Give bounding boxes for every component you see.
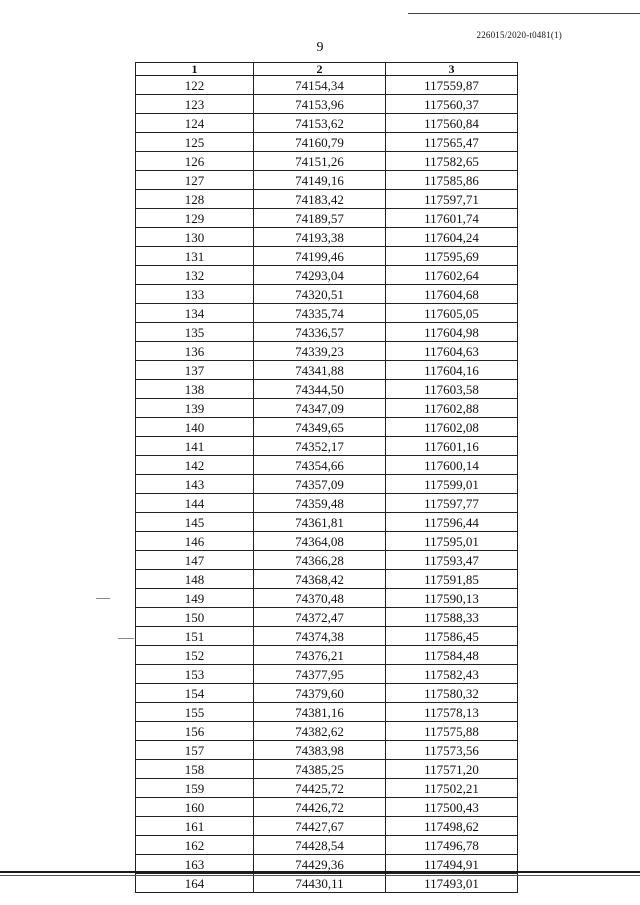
point-number-cell: 157: [136, 741, 254, 760]
x-coordinate-cell: 74374,38: [254, 627, 386, 646]
y-coordinate-cell: 117602,08: [386, 418, 518, 437]
point-number-cell: 160: [136, 798, 254, 817]
point-number-cell: 143: [136, 475, 254, 494]
y-coordinate-cell: 117595,01: [386, 532, 518, 551]
bottom-rule: [0, 875, 640, 876]
point-number-cell: 137: [136, 361, 254, 380]
point-number-cell: 152: [136, 646, 254, 665]
point-number-cell: 122: [136, 76, 254, 95]
y-coordinate-cell: 117585,86: [386, 171, 518, 190]
x-coordinate-cell: 74336,57: [254, 323, 386, 342]
x-coordinate-cell: 74193,38: [254, 228, 386, 247]
margin-mark: [96, 598, 110, 599]
margin-mark: [118, 638, 134, 639]
top-rule: [408, 13, 640, 14]
x-coordinate-cell: 74364,08: [254, 532, 386, 551]
y-coordinate-cell: 117601,74: [386, 209, 518, 228]
point-number-cell: 124: [136, 114, 254, 133]
x-coordinate-cell: 74429,36: [254, 855, 386, 874]
point-number-cell: 158: [136, 760, 254, 779]
table-row: [136, 874, 518, 893]
table-row: [136, 361, 518, 380]
x-coordinate-cell: 74381,16: [254, 703, 386, 722]
x-coordinate-cell: 74383,98: [254, 741, 386, 760]
point-number-cell: 147: [136, 551, 254, 570]
table-row: [136, 665, 518, 684]
point-number-cell: 161: [136, 817, 254, 836]
point-number-cell: 130: [136, 228, 254, 247]
x-coordinate-cell: 74376,21: [254, 646, 386, 665]
table-row: [136, 456, 518, 475]
table-row: [136, 285, 518, 304]
y-coordinate-cell: 117560,84: [386, 114, 518, 133]
table-row: [136, 95, 518, 114]
x-coordinate-cell: 74368,42: [254, 570, 386, 589]
x-coordinate-cell: 74372,47: [254, 608, 386, 627]
x-coordinate-cell: 74189,57: [254, 209, 386, 228]
table-row: [136, 133, 518, 152]
x-coordinate-cell: 74320,51: [254, 285, 386, 304]
y-coordinate-cell: 117600,14: [386, 456, 518, 475]
point-number-cell: 142: [136, 456, 254, 475]
x-coordinate-cell: 74339,23: [254, 342, 386, 361]
table-row: [136, 703, 518, 722]
y-coordinate-cell: 117565,47: [386, 133, 518, 152]
y-coordinate-cell: 117571,20: [386, 760, 518, 779]
x-coordinate-cell: 74153,62: [254, 114, 386, 133]
x-coordinate-cell: 74385,25: [254, 760, 386, 779]
y-coordinate-cell: 117597,77: [386, 494, 518, 513]
table-row: [136, 399, 518, 418]
y-coordinate-cell: 117582,43: [386, 665, 518, 684]
point-number-cell: 162: [136, 836, 254, 855]
x-coordinate-cell: 74366,28: [254, 551, 386, 570]
table-row: [136, 190, 518, 209]
point-number-cell: 163: [136, 855, 254, 874]
point-number-cell: 155: [136, 703, 254, 722]
x-coordinate-cell: 74382,62: [254, 722, 386, 741]
point-number-cell: 127: [136, 171, 254, 190]
table-row: [136, 779, 518, 798]
table-row: [136, 114, 518, 133]
x-coordinate-cell: 74199,46: [254, 247, 386, 266]
document-id: 226015/2020-t0481(1): [476, 30, 562, 40]
table-row: [136, 684, 518, 703]
bottom-rule: [0, 871, 640, 873]
x-coordinate-cell: 74160,79: [254, 133, 386, 152]
column-header-1: 1: [136, 63, 254, 76]
y-coordinate-cell: 117500,43: [386, 798, 518, 817]
y-coordinate-cell: 117573,56: [386, 741, 518, 760]
table-header-row: [136, 63, 518, 76]
y-coordinate-cell: 117596,44: [386, 513, 518, 532]
y-coordinate-cell: 117580,32: [386, 684, 518, 703]
point-number-cell: 139: [136, 399, 254, 418]
y-coordinate-cell: 117604,68: [386, 285, 518, 304]
table-row: [136, 304, 518, 323]
point-number-cell: 131: [136, 247, 254, 266]
y-coordinate-cell: 117595,69: [386, 247, 518, 266]
point-number-cell: 150: [136, 608, 254, 627]
point-number-cell: 148: [136, 570, 254, 589]
table-row: [136, 266, 518, 285]
x-coordinate-cell: 74357,09: [254, 475, 386, 494]
x-coordinate-cell: 74293,04: [254, 266, 386, 285]
point-number-cell: 135: [136, 323, 254, 342]
point-number-cell: 141: [136, 437, 254, 456]
table-row: [136, 152, 518, 171]
x-coordinate-cell: 74430,11: [254, 874, 386, 893]
point-number-cell: 144: [136, 494, 254, 513]
y-coordinate-cell: 117593,47: [386, 551, 518, 570]
table-row: [136, 228, 518, 247]
x-coordinate-cell: 74352,17: [254, 437, 386, 456]
table-row: [136, 247, 518, 266]
table-row: [136, 741, 518, 760]
table-row: [136, 722, 518, 741]
x-coordinate-cell: 74361,81: [254, 513, 386, 532]
x-coordinate-cell: 74349,65: [254, 418, 386, 437]
point-number-cell: 164: [136, 874, 254, 893]
x-coordinate-cell: 74153,96: [254, 95, 386, 114]
point-number-cell: 159: [136, 779, 254, 798]
table-row: [136, 646, 518, 665]
x-coordinate-cell: 74428,54: [254, 836, 386, 855]
y-coordinate-cell: 117502,21: [386, 779, 518, 798]
point-number-cell: 125: [136, 133, 254, 152]
y-coordinate-cell: 117559,87: [386, 76, 518, 95]
table-row: [136, 627, 518, 646]
y-coordinate-cell: 117603,58: [386, 380, 518, 399]
x-coordinate-cell: 74183,42: [254, 190, 386, 209]
x-coordinate-cell: 74426,72: [254, 798, 386, 817]
x-coordinate-cell: 74154,34: [254, 76, 386, 95]
x-coordinate-cell: 74370,48: [254, 589, 386, 608]
point-number-cell: 126: [136, 152, 254, 171]
point-number-cell: 133: [136, 285, 254, 304]
y-coordinate-cell: 117604,24: [386, 228, 518, 247]
column-header-3: 3: [386, 63, 518, 76]
x-coordinate-cell: 74425,72: [254, 779, 386, 798]
table-row: [136, 817, 518, 836]
y-coordinate-cell: 117604,98: [386, 323, 518, 342]
table-row: [136, 532, 518, 551]
x-coordinate-cell: 74379,60: [254, 684, 386, 703]
x-coordinate-cell: 74341,88: [254, 361, 386, 380]
y-coordinate-cell: 117584,48: [386, 646, 518, 665]
y-coordinate-cell: 117588,33: [386, 608, 518, 627]
x-coordinate-cell: 74347,09: [254, 399, 386, 418]
y-coordinate-cell: 117496,78: [386, 836, 518, 855]
point-number-cell: 132: [136, 266, 254, 285]
table-row: [136, 76, 518, 95]
x-coordinate-cell: 74377,95: [254, 665, 386, 684]
y-coordinate-cell: 117498,62: [386, 817, 518, 836]
table-row: [136, 342, 518, 361]
y-coordinate-cell: 117605,05: [386, 304, 518, 323]
x-coordinate-cell: 74354,66: [254, 456, 386, 475]
point-number-cell: 151: [136, 627, 254, 646]
table-row: [136, 760, 518, 779]
table-row: [136, 437, 518, 456]
y-coordinate-cell: 117602,64: [386, 266, 518, 285]
point-number-cell: 146: [136, 532, 254, 551]
x-coordinate-cell: 74344,50: [254, 380, 386, 399]
x-coordinate-cell: 74149,16: [254, 171, 386, 190]
x-coordinate-cell: 74359,48: [254, 494, 386, 513]
table-row: [136, 513, 518, 532]
table-row: [136, 171, 518, 190]
table-row: [136, 570, 518, 589]
y-coordinate-cell: 117494,91: [386, 855, 518, 874]
point-number-cell: 123: [136, 95, 254, 114]
point-number-cell: 134: [136, 304, 254, 323]
point-number-cell: 145: [136, 513, 254, 532]
point-number-cell: 128: [136, 190, 254, 209]
y-coordinate-cell: 117591,85: [386, 570, 518, 589]
table-row: [136, 475, 518, 494]
column-header-2: 2: [254, 63, 386, 76]
table-row: [136, 494, 518, 513]
y-coordinate-cell: 117602,88: [386, 399, 518, 418]
y-coordinate-cell: 117575,88: [386, 722, 518, 741]
table-body: [136, 76, 518, 893]
y-coordinate-cell: 117604,63: [386, 342, 518, 361]
y-coordinate-cell: 117597,71: [386, 190, 518, 209]
point-number-cell: 156: [136, 722, 254, 741]
table-row: [136, 551, 518, 570]
y-coordinate-cell: 117578,13: [386, 703, 518, 722]
page-number: 9: [316, 40, 324, 55]
point-number-cell: 153: [136, 665, 254, 684]
table-row: [136, 418, 518, 437]
table-row: [136, 589, 518, 608]
table-row: [136, 209, 518, 228]
y-coordinate-cell: 117582,65: [386, 152, 518, 171]
y-coordinate-cell: 117586,45: [386, 627, 518, 646]
point-number-cell: 149: [136, 589, 254, 608]
y-coordinate-cell: 117601,16: [386, 437, 518, 456]
y-coordinate-cell: 117604,16: [386, 361, 518, 380]
coordinates-table: [135, 62, 518, 893]
y-coordinate-cell: 117560,37: [386, 95, 518, 114]
table-row: [136, 380, 518, 399]
table-row: [136, 608, 518, 627]
table-row: [136, 323, 518, 342]
point-number-cell: 138: [136, 380, 254, 399]
point-number-cell: 140: [136, 418, 254, 437]
point-number-cell: 136: [136, 342, 254, 361]
point-number-cell: 154: [136, 684, 254, 703]
y-coordinate-cell: 117599,01: [386, 475, 518, 494]
x-coordinate-cell: 74427,67: [254, 817, 386, 836]
x-coordinate-cell: 74335,74: [254, 304, 386, 323]
x-coordinate-cell: 74151,26: [254, 152, 386, 171]
point-number-cell: 129: [136, 209, 254, 228]
table-row: [136, 798, 518, 817]
y-coordinate-cell: 117493,01: [386, 874, 518, 893]
table-row: [136, 836, 518, 855]
y-coordinate-cell: 117590,13: [386, 589, 518, 608]
